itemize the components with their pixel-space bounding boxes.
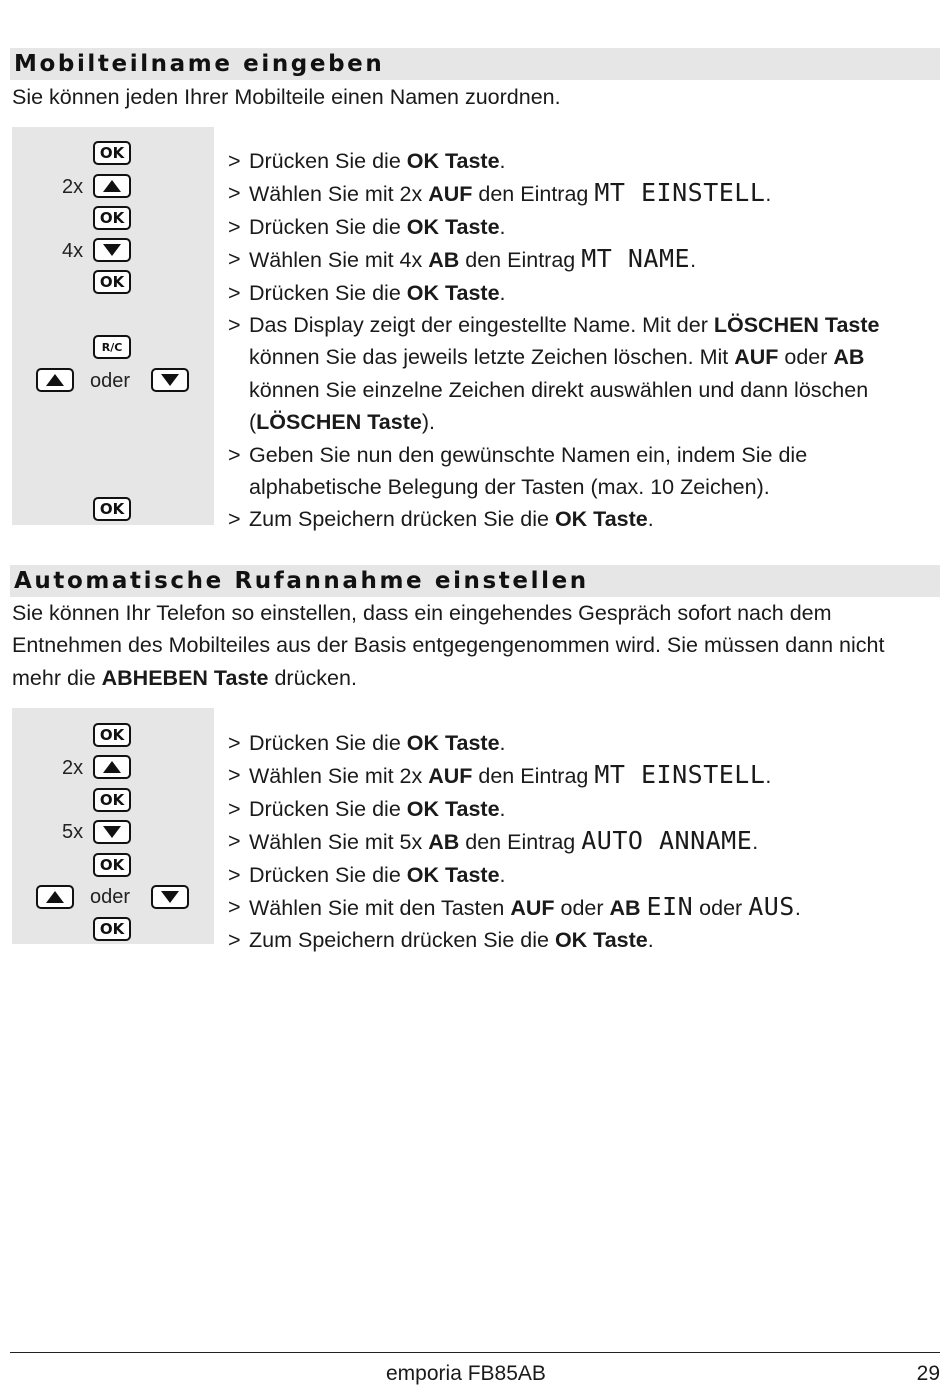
- ok-key-icon: OK: [93, 141, 131, 165]
- rc-key-icon: R/C: [93, 335, 131, 359]
- lcd-menu-entry: MT EINSTELL: [594, 760, 766, 790]
- lcd-option-aus: AUS: [748, 892, 795, 922]
- step-item: > Drücken Sie die OK Taste.: [228, 211, 940, 243]
- footer-divider: [10, 1352, 940, 1353]
- lcd-menu-entry: MT EINSTELL: [594, 178, 766, 208]
- footer-product-name: emporia FB85AB: [386, 1362, 546, 1385]
- up-arrow-key-icon: [36, 368, 74, 392]
- ok-key-icon: OK: [93, 723, 131, 747]
- key-sequence-panel: [12, 127, 214, 525]
- up-arrow-key-icon: [93, 755, 131, 779]
- repeat-count: 5x: [62, 821, 84, 843]
- down-arrow-key-icon: [151, 368, 189, 392]
- oder-label: oder: [90, 370, 131, 392]
- ok-key-icon: OK: [93, 206, 131, 230]
- section-intro: Sie können jeden Ihrer Mobilteile einen Namen zuordnen.: [12, 85, 561, 109]
- down-arrow-key-icon: [93, 820, 131, 844]
- step-item: > Wählen Sie mit 4x AB den Eintrag MT NAME.: [228, 243, 940, 276]
- step-item: > Wählen Sie mit den Tasten AUF oder AB EIN oder AUS.: [228, 891, 940, 924]
- step-list: [228, 145, 940, 536]
- step-item: > Drücken Sie die OK Taste.: [228, 277, 940, 309]
- step-item: > Geben Sie nun den gewünschte Namen ein, indem Sie die alphabetische Belegung der Tasten (max. 10 Zeichen).: [228, 439, 940, 504]
- up-arrow-key-icon: [93, 174, 131, 198]
- lcd-option-ein: EIN: [646, 892, 694, 922]
- step-item: > Wählen Sie mit 2x AUF den Eintrag MT EINSTELL.: [228, 759, 940, 792]
- repeat-count: 4x: [62, 240, 84, 262]
- section-heading-rufannahme: Automatische Rufannahme einstellen: [10, 565, 940, 597]
- oder-label: oder: [90, 886, 131, 908]
- step-item: > Zum Speichern drücken Sie die OK Taste.: [228, 503, 940, 535]
- lcd-menu-entry: AUTO ANNAME: [581, 826, 753, 856]
- ok-key-icon: OK: [93, 917, 131, 941]
- step-item: > Wählen Sie mit 2x AUF den Eintrag MT EINSTELL.: [228, 177, 940, 210]
- ok-key-icon: OK: [93, 788, 131, 812]
- up-arrow-key-icon: [36, 885, 74, 909]
- section-intro: Sie können Ihr Telefon so einstellen, dass ein eingehendes Gespräch sofort nach dem Entnehmen des Mobilteiles aus der Basis entgegengenommen wird. Sie müssen dann nicht mehr die ABHEBEN Taste drücken.: [12, 601, 885, 690]
- page-number: 29: [916, 1362, 940, 1385]
- ok-key-icon: OK: [93, 270, 131, 294]
- down-arrow-key-icon: [151, 885, 189, 909]
- ok-key-icon: OK: [93, 497, 131, 521]
- section-heading-mobilteilname: Mobilteilname eingeben: [10, 48, 940, 80]
- step-item: > Drücken Sie die OK Taste.: [228, 727, 940, 759]
- step-item: > Das Display zeigt der eingestellte Name. Mit der LÖSCHEN Taste können Sie das jeweils letzte Zeichen löschen. Mit AUF oder AB können Sie einzelne Zeichen direkt auswählen und dann löschen (LÖSCHEN Taste).: [228, 309, 940, 439]
- lcd-menu-entry: MT NAME: [581, 244, 691, 274]
- step-item: > Drücken Sie die OK Taste.: [228, 859, 940, 891]
- repeat-count: 2x: [62, 176, 84, 198]
- ok-key-icon: OK: [93, 853, 131, 877]
- step-item: > Drücken Sie die OK Taste.: [228, 145, 940, 177]
- key-sequence-panel: [12, 708, 214, 944]
- down-arrow-key-icon: [93, 238, 131, 262]
- step-item: > Wählen Sie mit 5x AB den Eintrag AUTO ANNAME.: [228, 825, 940, 858]
- repeat-count: 2x: [62, 757, 84, 779]
- step-item: > Zum Speichern drücken Sie die OK Taste.: [228, 924, 940, 956]
- step-list: [228, 727, 940, 957]
- step-item: > Drücken Sie die OK Taste.: [228, 793, 940, 825]
